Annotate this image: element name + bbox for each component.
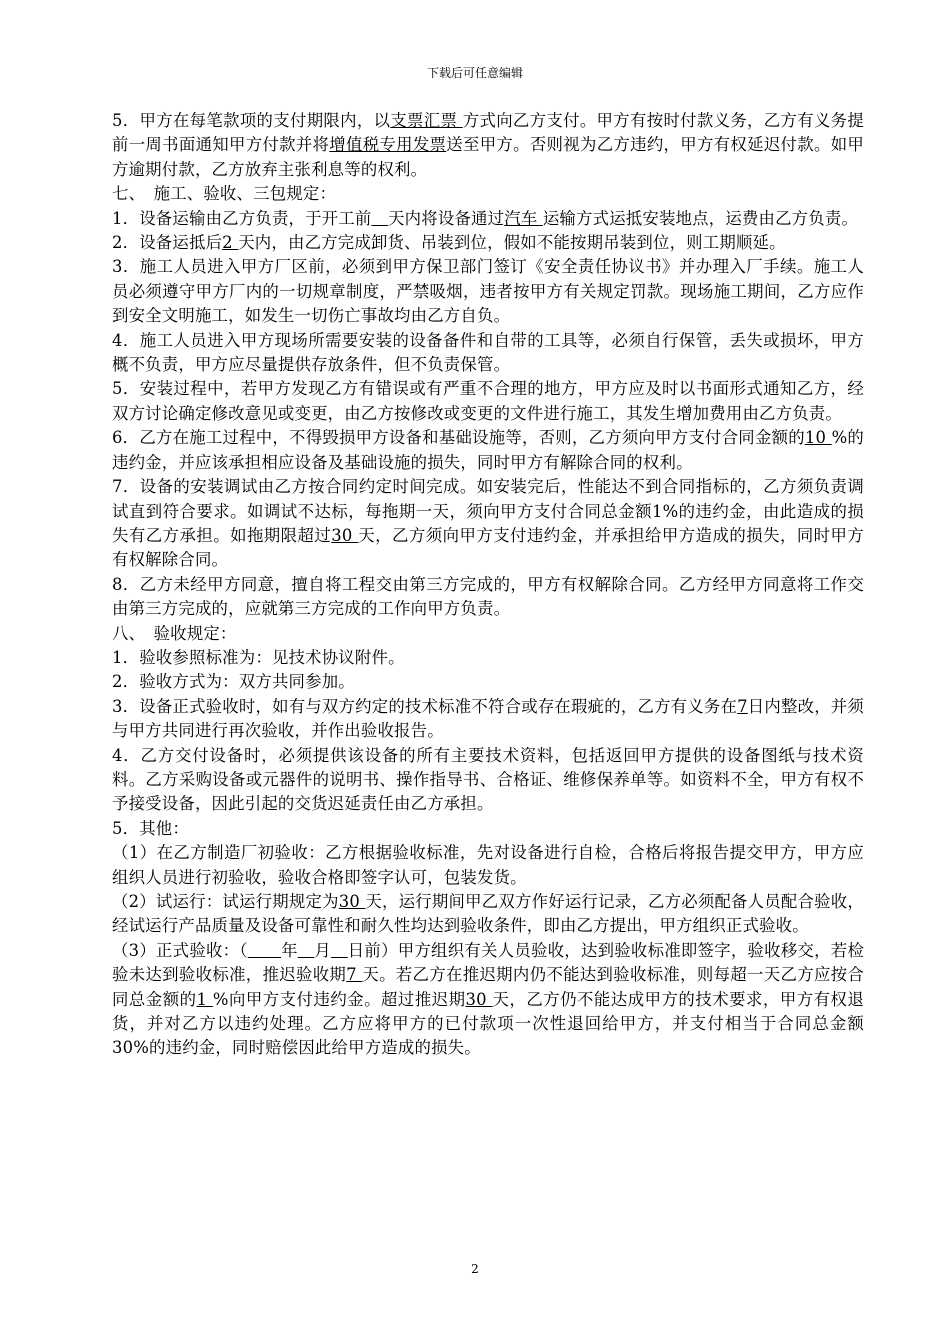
underlined-fill-text: 7 xyxy=(346,965,363,985)
paragraph-text: 4．乙方交付设备时，必须提供该设备的所有主要技术资料，包括返回甲方提供的设备图纸与技术资料。乙方采购设备或元器件的说明书、操作指导书、合格证、维修保养单等。如资料不全，甲方有权不予接受设备，因此引起的交货迟延责任由乙方承担。 xyxy=(112,745,864,814)
underlined-fill-text: 汽车 xyxy=(504,208,543,228)
paragraph-text: 2．验收方式为：双方共同参加。 xyxy=(112,672,355,692)
underlined-fill-text: 2 xyxy=(222,233,239,253)
page-header: 下载后可任意编辑 xyxy=(426,66,523,80)
paragraph-text: 日内整改，并须与甲方共同进行再次验收，并作出验收报告。 xyxy=(112,696,864,741)
underlined-fill-text: 30 xyxy=(338,892,366,911)
paragraph-text: 天。若乙方在推迟期内仍不能达到验收标准，则每超一天乙方应按合同总金额的 xyxy=(112,965,865,1009)
paragraph xyxy=(112,377,864,426)
underlined-fill-text: 1 xyxy=(196,989,213,1009)
underlined-fill-text xyxy=(331,941,348,960)
paragraph-text: 日前）甲方组织有关人员验收，达到验收标准即签字，验收移交，若检验未达到验收标准，推迟验收期 xyxy=(112,940,865,985)
paragraph-text: 1．验收参照标准为：见技术协议附件。 xyxy=(112,647,405,667)
paragraph-text: 月 xyxy=(314,940,332,960)
paragraph-text: （3）正式验收：（ xyxy=(112,940,248,960)
paragraph-text: 3．施工人员进入甲方厂区前，必须到甲方保卫部门签订《安全责任协议书》并办理入厂手续。施工人员必须遵守甲方厂内的一切规章制度，严禁吸烟，违者按甲方有关规定罚款。现场施工期间，乙方应作到安全文明施工，如发生一切伤亡事故均由乙方自负。 xyxy=(112,257,864,326)
paragraph xyxy=(112,817,864,841)
paragraph xyxy=(112,670,864,694)
paragraph-text: %的违约金，并应该承担相应设备及基础设施的损失，同时甲方有解除合同的权利。 xyxy=(112,428,864,472)
paragraph-text: 1．设备运输由乙方负责，于开工前 xyxy=(112,208,372,228)
paragraph-text: 方式向乙方支付。甲方有按时付款义务，乙方有义务提前一周书面通知甲方付款并将 xyxy=(112,111,864,155)
paragraph-text: 八、 验收规定： xyxy=(112,623,237,643)
underlined-fill-text: 7 xyxy=(737,696,748,716)
paragraph-text: 5．其他： xyxy=(112,818,189,838)
paragraph xyxy=(112,231,864,255)
paragraph-text: 七、 施工、验收、三包规定： xyxy=(112,184,337,204)
underlined-fill-text: 30 xyxy=(465,989,493,1009)
underlined-fill-text: 支票汇票 xyxy=(390,111,463,130)
paragraph xyxy=(112,475,864,573)
paragraph-text: 天，运行期间甲乙双方作好运行记录，乙方必须配备人员配合验收，经试运行产品质量及设备可靠性和耐久性均达到验收条件，即由乙方提出，甲方组织正式验收。 xyxy=(112,892,864,936)
paragraph-text: 天内将设备通过 xyxy=(388,208,505,228)
paragraph xyxy=(112,890,864,939)
underlined-fill-text xyxy=(372,209,389,228)
underlined-fill-text: 10 xyxy=(804,428,832,448)
paragraph-text: （2）试运行：试运行期规定为 xyxy=(112,892,339,911)
paragraph-text: 天，乙方仍不能达成甲方的技术要求，甲方有权退货，并对乙方以违约处理。乙方应将甲方的已付款项一次性退回给甲方，并支付相当于合同总金额 30%的违约金，同时赔偿因此给甲方造成的损失。 xyxy=(112,989,865,1058)
underlined-fill-text: 增值税专用发票 xyxy=(329,135,447,155)
paragraph-text: %向甲方支付违约金。超过推迟期 xyxy=(212,989,466,1009)
paragraph-text: 6．乙方在施工过程中，不得毁损甲方设备和基础设施等，否则，乙方须向甲方支付合同金额的 xyxy=(112,428,805,448)
paragraph-text: （1）在乙方制造厂初验收：乙方根据验收标准，先对设备进行自检，合格后将报告提交甲方，甲方应组织人员进行初验收，验收合格即签字认可，包装发货。 xyxy=(112,843,864,887)
paragraph-text: 3．设备正式验收时，如有与双方约定的技术标准不符合或存在瑕疵的，乙方有义务在 xyxy=(112,696,738,716)
paragraph xyxy=(112,939,864,1061)
document-body xyxy=(112,109,864,1061)
underlined-fill-text xyxy=(298,941,315,960)
paragraph-text: 5．甲方在每笔款项的支付期限内，以 xyxy=(112,111,391,130)
paragraph-text: 2．设备运抵后 xyxy=(112,233,223,253)
underlined-fill-text: 30 xyxy=(331,525,359,545)
paragraph-text: 4．施工人员进入甲方现场所需要安装的设备备件和自带的工具等，必须自行保管，丢失或损坏，甲方概不负责，甲方应尽量提供存放条件，但不负责保管。 xyxy=(112,330,864,375)
paragraph xyxy=(112,207,864,231)
paragraph-text: 年 xyxy=(281,940,298,960)
paragraph xyxy=(112,255,864,328)
paragraph-text: 8．乙方未经甲方同意，擅自将工程交由第三方完成的，甲方有权解除合同。乙方经甲方同意将工作交由第三方完成的，应就第三方完成的工作向甲方负责。 xyxy=(112,574,864,619)
paragraph xyxy=(112,646,864,670)
paragraph xyxy=(112,622,864,646)
paragraph-text: 天，乙方须向甲方支付违约金，并承担给甲方造成的损失，同时甲方有权解除合同。 xyxy=(112,525,865,570)
paragraph xyxy=(112,329,864,378)
paragraph-text: 天内，由乙方完成卸货、吊装到位，假如不能按期吊装到位，则工期顺延。 xyxy=(238,233,786,253)
page-number: 2 xyxy=(471,1262,479,1276)
paragraph xyxy=(112,841,864,890)
paragraph-text: 送至甲方。否则视为乙方违约，甲方有权延迟付款。如甲方逾期付款，乙方放弃主张利息等的权利。 xyxy=(112,135,864,179)
underlined-fill-text xyxy=(248,941,281,960)
paragraph xyxy=(112,182,864,206)
paragraph-text: 运输方式运抵安装地点，运费由乙方负责。 xyxy=(542,208,859,228)
paragraph xyxy=(112,109,864,182)
paragraph-text: 5．安装过程中，若甲方发现乙方有错误或有严重不合理的地方，甲方应及时以书面形式通知乙方，经双方讨论确定修改意见或变更，由乙方按修改或变更的文件进行施工，其发生增加费用由乙方负责。 xyxy=(112,379,864,423)
paragraph-text: 7．设备的安装调试由乙方按合同约定时间完成。如安装完后，性能达不到合同指标的，乙方须负责调试直到符合要求。如调试不达标，每拖期一天，须向甲方支付合同总金额1%的违约金，由此造成的损失有乙方承担。如拖期限超过 xyxy=(112,477,864,545)
paragraph xyxy=(112,744,864,817)
paragraph xyxy=(112,695,864,744)
paragraph xyxy=(112,573,864,622)
paragraph xyxy=(112,426,864,475)
